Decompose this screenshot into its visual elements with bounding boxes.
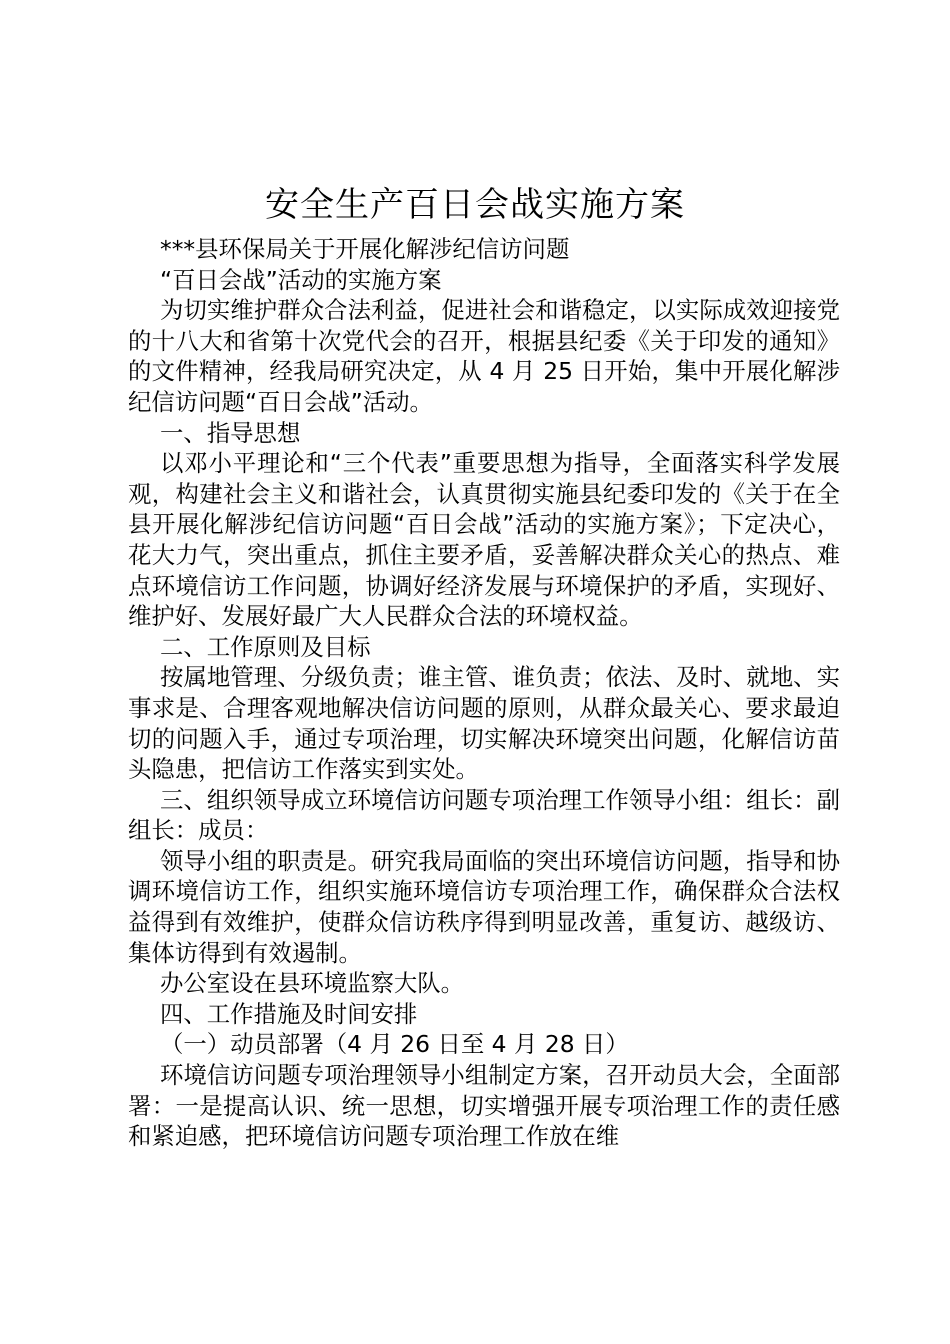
subtitle-line-2: “百日会战”活动的实施方案	[160, 265, 442, 294]
document-body	[128, 234, 840, 1152]
office-location-paragraph: 办公室设在县环境监察大队。	[160, 969, 465, 998]
section-heading-measures: 四、工作措施及时间安排	[160, 999, 418, 1028]
subtitle-line-1: ***县环保局关于开展化解涉纪信访问题	[160, 235, 570, 263]
intro-paragraph: 为切实维护群众合法利益，促进社会和谐稳定，以实际成效迎接党的十八大和省第十次党代会的召开，根据县纪委《关于印发的通知》的文件精神，经我局研究决定，从 4 月 25 日开始，集中开展化解涉纪信访问题“百日会战”活动。	[128, 296, 840, 416]
section-heading-principles: 二、工作原则及目标	[160, 632, 371, 661]
mobilization-paragraph: 环境信访问题专项治理领导小组制定方案，召开动员大会，全面部署：一是提高认识、统一思想，切实增强开展专项治理工作的责任感和紧迫感，把环境信访问题专项治理工作放在维	[128, 1061, 840, 1151]
section-heading-organization: 三、组织领导成立环境信访问题专项治理工作领导小组：组长：副组长：成员：	[128, 785, 840, 845]
principles-paragraph: 按属地管理、分级负责；谁主管、谁负责；依法、及时、就地、实事求是、合理客观地解决信访问题的原则，从群众最关心、要求最迫切的问题入手，通过专项治理，切实解决环境突出问题，化解信访苗头隐患，把信访工作落实到实处。	[128, 663, 840, 784]
subsection-heading-mobilization: （一）动员部署（4 月 26 日至 4 月 28 日）	[160, 1030, 629, 1059]
section-heading-guiding-ideology: 一、指导思想	[160, 418, 301, 447]
document-title: 安全生产百日会战实施方案	[265, 185, 685, 225]
guiding-ideology-paragraph: 以邓小平理论和“三个代表”重要思想为指导，全面落实科学发展观，构建社会主义和谐社会，认真贯彻实施县纪委印发的《关于在全县开展化解涉纪信访问题“百日会战”活动的实施方案》；下定决心，花大力气，突出重点，抓住主要矛盾，妥善解决群众关心的热点、难点环境信访工作问题，协调好经济发展与环境保护的矛盾，实现好、维护好、发展好最广大人民群众合法的环境权益。	[128, 449, 840, 631]
leadership-duties-paragraph: 领导小组的职责是。研究我局面临的突出环境信访问题，指导和协调环境信访工作，组织实施环境信访专项治理工作，确保群众合法权益得到有效维护，使群众信访秩序得到明显改善，重复访、越级访、集体访得到有效遏制。	[128, 846, 840, 967]
